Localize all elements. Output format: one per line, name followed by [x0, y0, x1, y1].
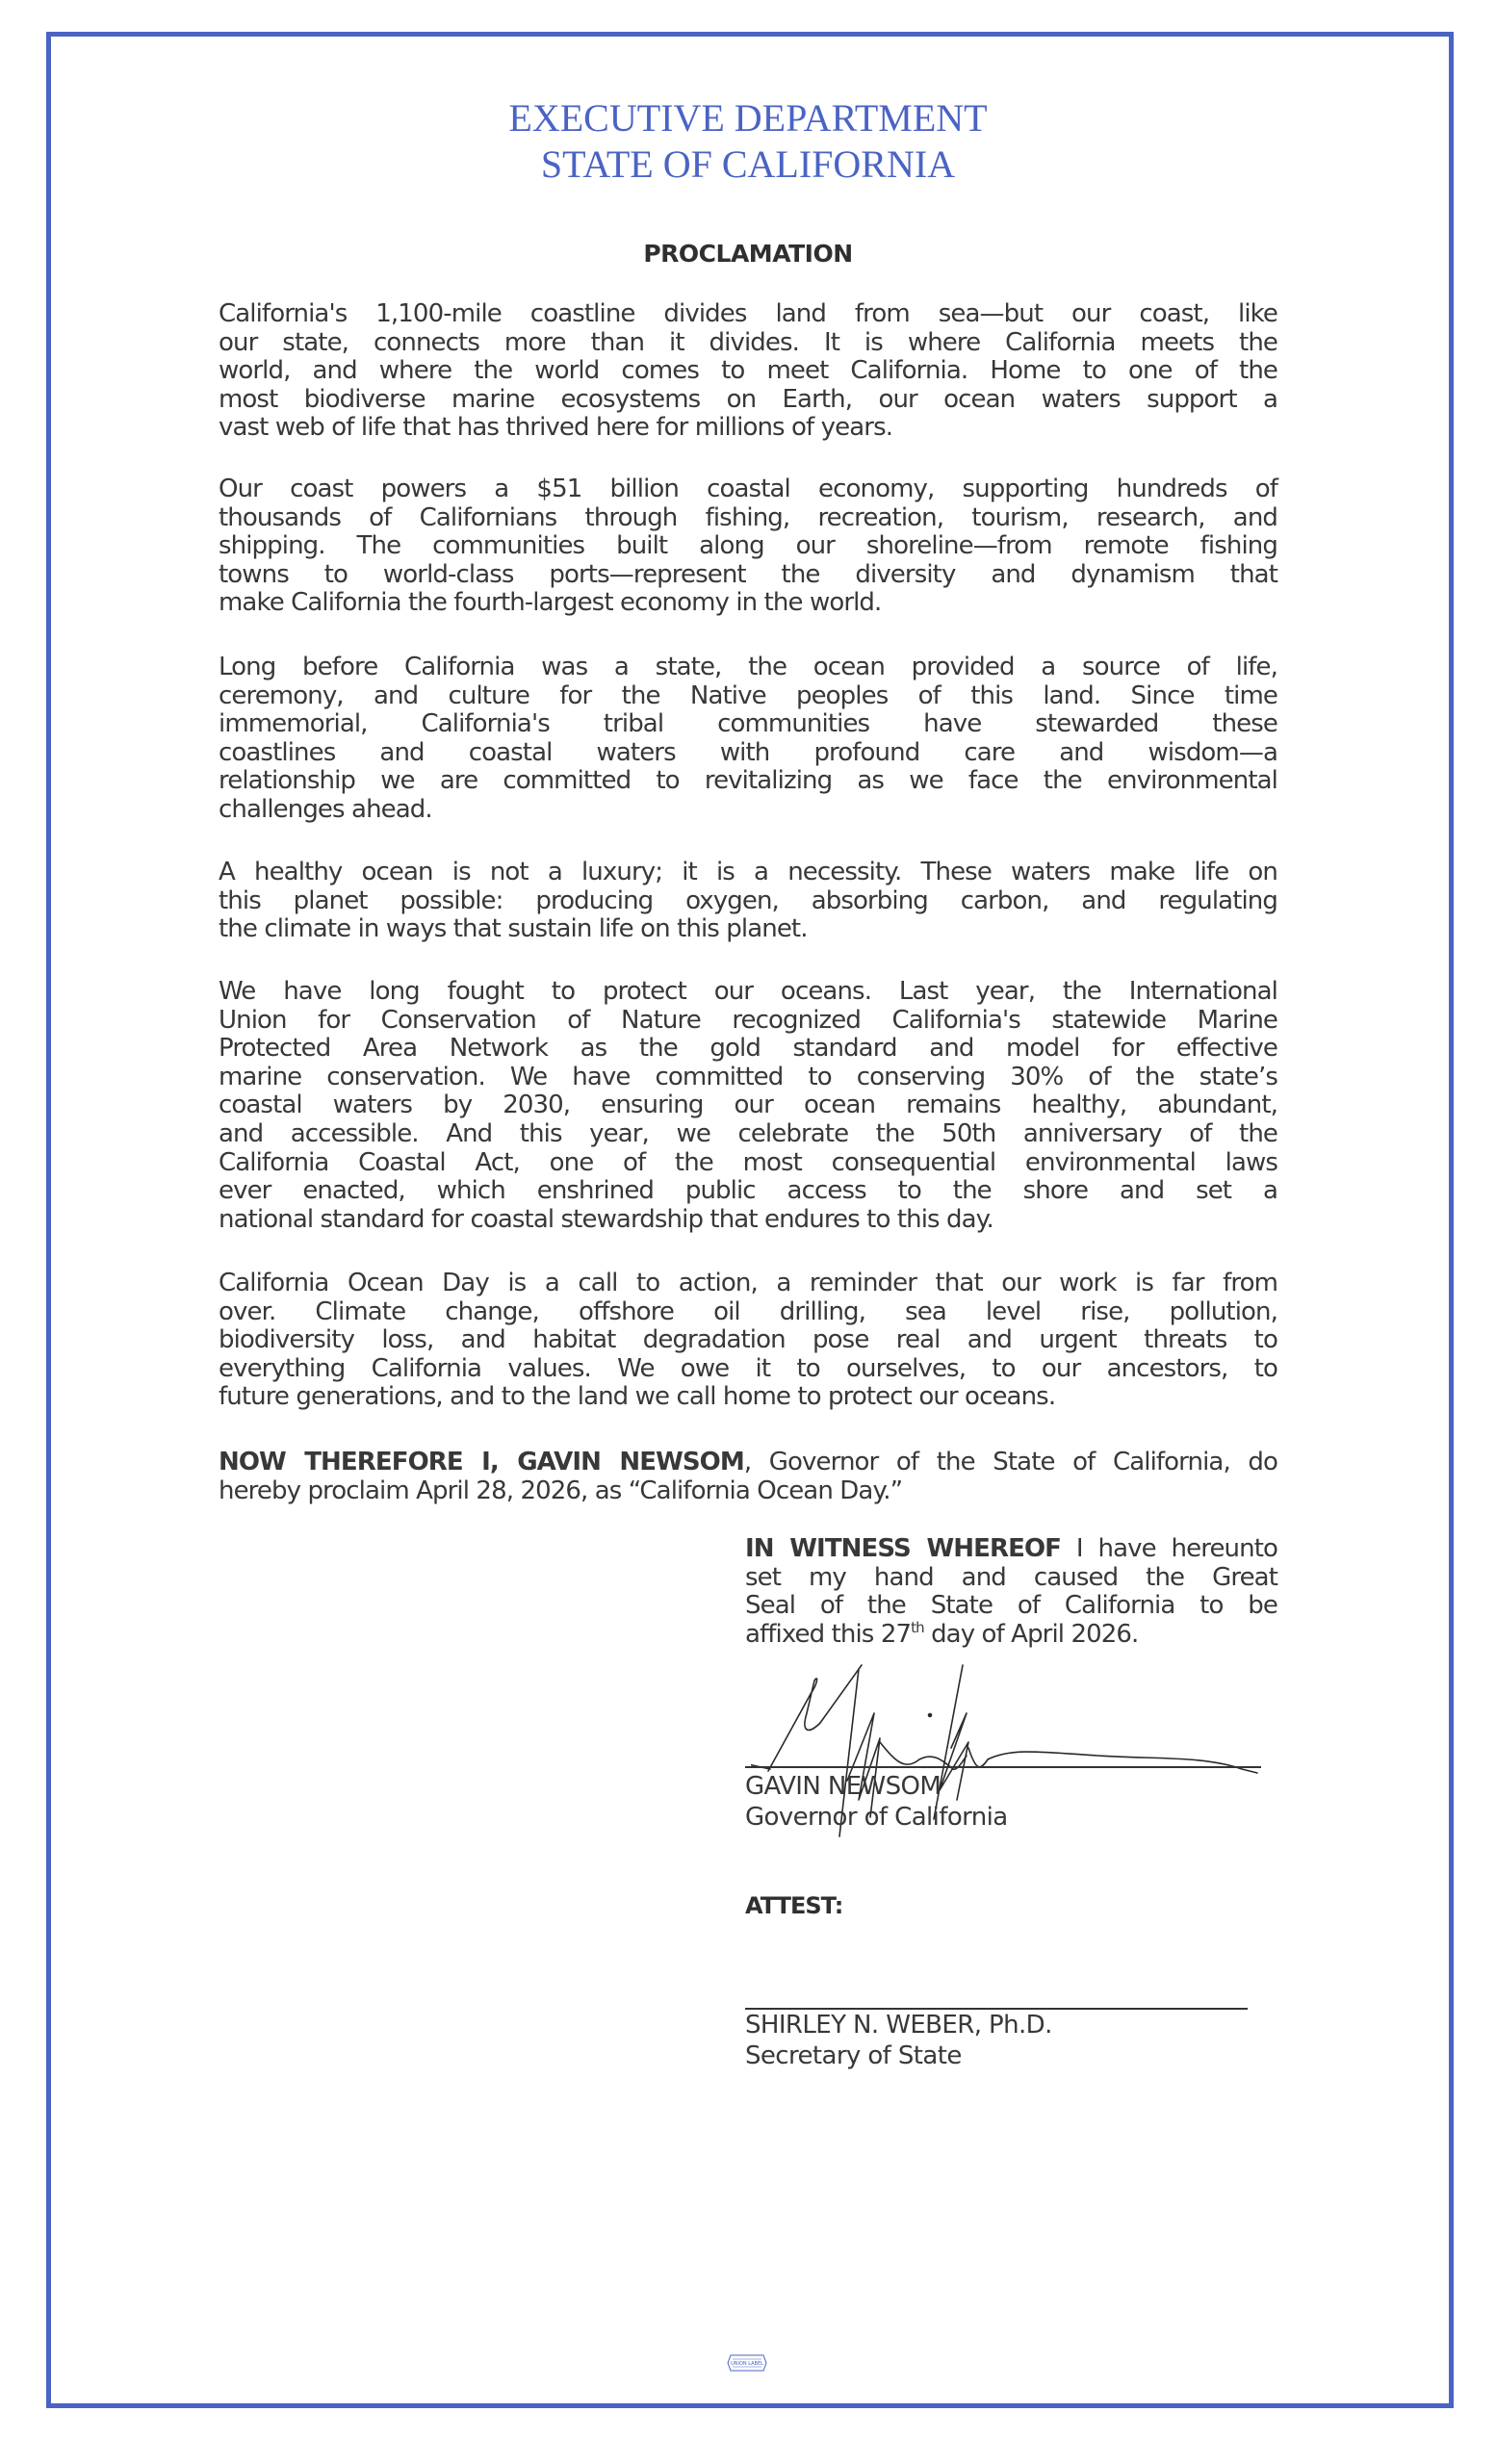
text-line: A healthy ocean is not a luxury; it is a necessity. These waters make life on	[219, 858, 1277, 886]
text-line: the climate in ways that sustain life on this planet.	[219, 914, 808, 944]
text-line: California Coastal Act, one of the most consequential environmental laws	[219, 1147, 1277, 1177]
secretary-name: SHIRLEY N. WEBER, Ph.D.	[745, 2011, 1052, 2040]
paragraph-2	[219, 475, 1277, 618]
text-line: shipping. The communities built along our shoreline—from remote fishing	[219, 531, 1277, 561]
svg-text:UNION LABEL: UNION LABEL	[731, 2361, 763, 2367]
secretary-title: Secretary of State	[745, 2041, 962, 2070]
text-line: this planet possible: producing oxygen, absorbing carbon, and regulating	[219, 886, 1277, 915]
text-line: marine conservation. We have committed to conserving 30% of the state’s	[219, 1062, 1277, 1091]
paragraph-5	[219, 978, 1277, 1234]
text-line	[219, 1449, 1277, 1477]
text-line: Union for Conservation of Nature recognized California's statewide Marine	[219, 1005, 1277, 1035]
text-line: Long before California was a state, the ocean provided a source of life,	[219, 653, 1277, 681]
text-line: hereby proclaim April 28, 2026, as “California Ocean Day.”	[219, 1476, 903, 1505]
text-line: everything California values. We owe it to ourselves, to our ancestors, to	[219, 1353, 1277, 1383]
text-line: make California the fourth-largest economy in the world.	[219, 588, 882, 618]
text-line: thousands of Californians through fishing, recreation, tourism, research, and	[219, 502, 1277, 532]
text-line: ceremony, and culture for the Native peoples of this land. Since time	[219, 680, 1277, 710]
attest-label: ATTEST:	[745, 1892, 843, 1919]
text-line: immemorial, California's tribal communities have stewarded these	[219, 709, 1277, 739]
text-line: California Ocean Day is a call to action, a reminder that our work is far from	[219, 1269, 1277, 1297]
text-line	[745, 1535, 1277, 1564]
secretary-signature-block	[745, 2010, 1052, 2071]
text-line: Seal of the State of California to be	[745, 1591, 1277, 1621]
text-line: biodiversity loss, and habitat degradation pose real and urgent threats to	[219, 1325, 1277, 1355]
paragraph-4	[219, 859, 1277, 944]
bold-lead: NOW THEREFORE I, GAVIN NEWSOM	[219, 1448, 744, 1476]
text-line: We have long fought to protect our oceans. Last year, the International	[219, 977, 1277, 1006]
text-line: California's 1,100-mile coastline divides land from sea—but our coast, like	[219, 299, 1277, 328]
proclamation-statement	[219, 1449, 1277, 1505]
text-line: set my hand and caused the Great	[745, 1562, 1277, 1592]
text-line: vast web of life that has thrived here for millions of years.	[219, 413, 893, 443]
text-line: Protected Area Network as the gold standard and model for effective	[219, 1034, 1277, 1064]
union-label-icon	[727, 2352, 767, 2374]
text-line: relationship we are committed to revitalizing as we face the environmental	[219, 766, 1277, 796]
text-run: affixed this 27	[745, 1619, 912, 1649]
bold-lead: IN WITNESS WHEREOF	[745, 1534, 1062, 1563]
text-line: Our coast powers a $51 billion coastal economy, supporting hundreds of	[219, 475, 1277, 503]
paragraph-6	[219, 1270, 1277, 1412]
text-line	[745, 1618, 1277, 1650]
text-line: national standard for coastal stewardship that endures to this day.	[219, 1204, 993, 1234]
governor-title: Governor of California	[745, 1803, 1008, 1832]
text-line: towns to world-class ports—represent the diversity and dynamism that	[219, 559, 1277, 589]
paragraph-1	[219, 300, 1277, 443]
text-line: challenges ahead.	[219, 794, 432, 824]
department-title: EXECUTIVE DEPARTMENT	[508, 96, 988, 140]
text-line: future generations, and to the land we call home to protect our oceans.	[219, 1382, 1056, 1412]
governor-signature-block	[745, 1771, 1008, 1833]
text-line: our state, connects more than it divides. It is where California meets the	[219, 327, 1277, 357]
governor-signature-line	[745, 1766, 1261, 1768]
text-line: ever enacted, which enshrined public access to the shore and set a	[219, 1176, 1277, 1206]
text-line: over. Climate change, offshore oil drilling, sea level rise, pollution,	[219, 1296, 1277, 1326]
ordinal-suffix: th	[911, 1618, 924, 1636]
state-title: STATE OF CALIFORNIA	[540, 142, 956, 186]
proclamation-heading: PROCLAMATION	[643, 240, 853, 268]
governor-name: GAVIN NEWSOM	[745, 1772, 941, 1801]
text-run: day of April 2026.	[923, 1619, 1139, 1649]
text-run: , Governor of the State of California, do	[743, 1448, 1277, 1476]
text-line: most biodiverse marine ecosystems on Earth, our ocean waters support a	[219, 384, 1277, 414]
paragraph-3	[219, 654, 1277, 825]
witness-block	[745, 1535, 1277, 1649]
text-line: world, and where the world comes to meet California. Home to one of the	[219, 356, 1277, 386]
text-run: I have hereunto	[1061, 1534, 1277, 1563]
text-line: coastlines and coastal waters with profound care and wisdom—a	[219, 737, 1277, 767]
text-line: and accessible. And this year, we celebrate the 50th anniversary of the	[219, 1118, 1277, 1148]
text-line: coastal waters by 2030, ensuring our ocean remains healthy, abundant,	[219, 1091, 1277, 1120]
